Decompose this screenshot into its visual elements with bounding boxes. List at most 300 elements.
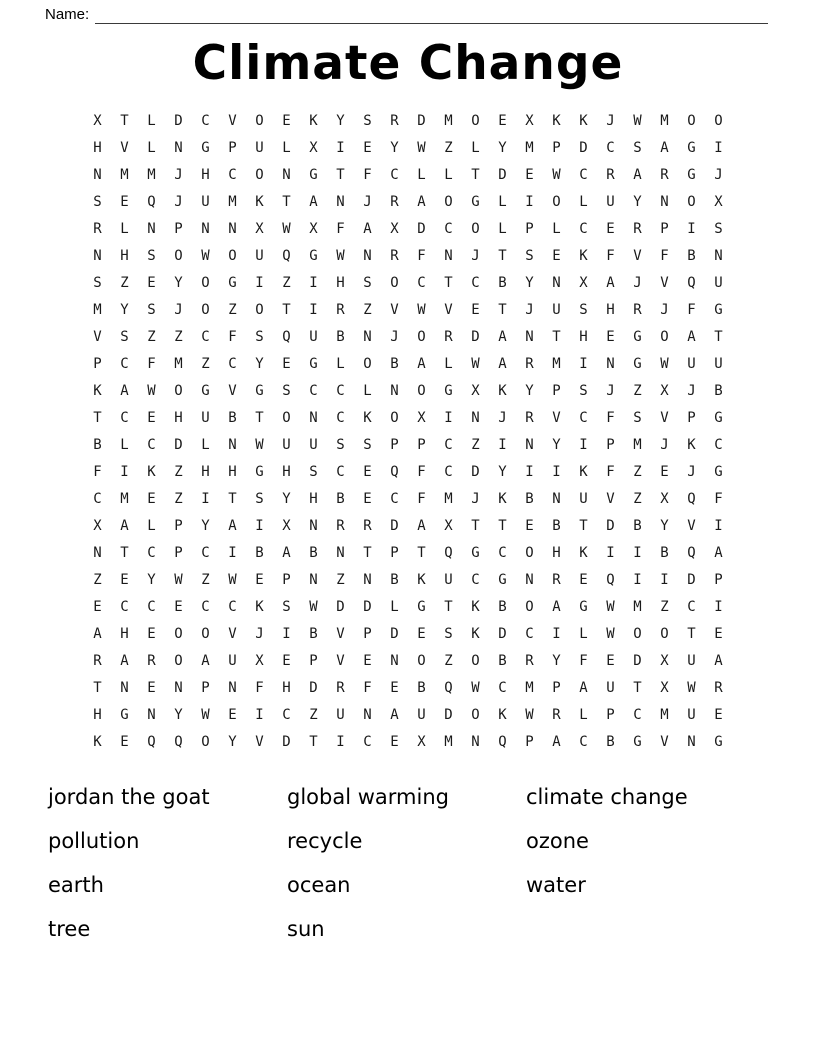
grid-letter: E	[471, 301, 480, 318]
grid-letter: M	[228, 193, 237, 210]
grid-letter: J	[471, 490, 480, 507]
grid-letter: V	[336, 652, 345, 669]
grid-letter: E	[255, 571, 264, 588]
grid-letter: G	[417, 598, 426, 615]
grid-letter: B	[390, 571, 399, 588]
grid-letter: E	[147, 625, 156, 642]
grid-letter: D	[390, 517, 399, 534]
grid-letter: R	[336, 679, 345, 696]
grid-letter: N	[390, 652, 399, 669]
grid-letter: A	[660, 139, 669, 156]
grid-letter: X	[255, 652, 264, 669]
grid-letter: A	[120, 652, 129, 669]
grid-letter: I	[309, 274, 318, 291]
grid-letter: I	[714, 139, 723, 156]
grid-letter: Q	[498, 733, 507, 750]
grid-letter: H	[282, 463, 291, 480]
grid-letter: R	[633, 220, 642, 237]
grid-letter: O	[471, 652, 480, 669]
grid-letter: X	[660, 652, 669, 669]
grid-letter: H	[120, 625, 129, 642]
grid-letter: U	[714, 355, 723, 372]
grid-letter: C	[444, 436, 453, 453]
grid-letter: X	[255, 220, 264, 237]
grid-row	[84, 161, 732, 188]
grid-letter: C	[336, 409, 345, 426]
grid-letter: O	[228, 247, 237, 264]
grid-letter: N	[147, 220, 156, 237]
grid-letter: P	[93, 355, 102, 372]
grid-letter: O	[255, 166, 264, 183]
grid-letter: W	[525, 706, 534, 723]
grid-letter: W	[255, 436, 264, 453]
grid-row	[84, 269, 732, 296]
grid-letter: L	[120, 220, 129, 237]
grid-letter: J	[660, 436, 669, 453]
grid-letter: C	[579, 220, 588, 237]
grid-letter: T	[417, 544, 426, 561]
grid-letter: Q	[147, 193, 156, 210]
grid-letter: F	[417, 463, 426, 480]
grid-letter: Q	[174, 733, 183, 750]
grid-letter: R	[525, 652, 534, 669]
grid-row	[84, 728, 732, 755]
grid-letter: C	[525, 625, 534, 642]
grid-letter: I	[120, 463, 129, 480]
grid-letter: S	[633, 409, 642, 426]
grid-letter: O	[660, 625, 669, 642]
grid-letter: K	[93, 733, 102, 750]
grid-letter: Z	[282, 274, 291, 291]
grid-letter: C	[714, 436, 723, 453]
grid-letter: Y	[660, 517, 669, 534]
grid-letter: R	[525, 355, 534, 372]
grid-letter: G	[633, 733, 642, 750]
grid-letter: H	[93, 139, 102, 156]
grid-letter: Y	[255, 355, 264, 372]
grid-letter: B	[525, 490, 534, 507]
word-list-column	[287, 785, 526, 961]
grid-letter: B	[309, 625, 318, 642]
grid-letter: B	[552, 517, 561, 534]
grid-letter: B	[714, 382, 723, 399]
grid-letter: E	[147, 490, 156, 507]
grid-letter: Z	[444, 652, 453, 669]
grid-letter: I	[228, 544, 237, 561]
grid-letter: Q	[282, 328, 291, 345]
grid-letter: P	[552, 679, 561, 696]
grid-letter: T	[120, 112, 129, 129]
grid-letter: O	[471, 706, 480, 723]
grid-letter: O	[687, 112, 696, 129]
grid-letter: L	[498, 220, 507, 237]
grid-letter: N	[363, 706, 372, 723]
grid-letter: W	[633, 112, 642, 129]
grid-letter: D	[363, 598, 372, 615]
word-list-item: sun	[287, 917, 325, 941]
grid-letter: R	[390, 193, 399, 210]
word-list-column	[48, 785, 287, 961]
grid-letter: O	[525, 544, 534, 561]
grid-letter: I	[255, 517, 264, 534]
grid-letter: M	[633, 598, 642, 615]
grid-letter: R	[633, 301, 642, 318]
grid-letter: K	[255, 598, 264, 615]
grid-letter: Y	[525, 382, 534, 399]
grid-letter: J	[633, 274, 642, 291]
grid-letter: V	[390, 301, 399, 318]
grid-letter: T	[282, 193, 291, 210]
grid-row	[84, 107, 732, 134]
grid-letter: F	[363, 679, 372, 696]
grid-letter: R	[660, 166, 669, 183]
grid-letter: I	[606, 544, 615, 561]
grid-letter: Q	[687, 274, 696, 291]
grid-letter: Z	[174, 328, 183, 345]
grid-letter: S	[255, 328, 264, 345]
grid-letter: I	[633, 571, 642, 588]
grid-letter: Q	[687, 544, 696, 561]
grid-letter: F	[606, 247, 615, 264]
grid-letter: B	[390, 355, 399, 372]
grid-letter: L	[498, 193, 507, 210]
grid-letter: I	[660, 571, 669, 588]
grid-letter: J	[174, 193, 183, 210]
grid-letter: T	[552, 328, 561, 345]
grid-letter: A	[201, 652, 210, 669]
grid-letter: T	[444, 274, 453, 291]
grid-letter: F	[579, 652, 588, 669]
grid-letter: D	[309, 679, 318, 696]
grid-letter: K	[579, 112, 588, 129]
grid-letter: E	[525, 166, 534, 183]
grid-letter: K	[147, 463, 156, 480]
grid-letter: G	[714, 301, 723, 318]
grid-letter: M	[660, 706, 669, 723]
grid-letter: L	[579, 625, 588, 642]
grid-letter: O	[201, 274, 210, 291]
grid-letter: L	[147, 139, 156, 156]
grid-row	[84, 620, 732, 647]
grid-letter: J	[174, 166, 183, 183]
grid-letter: J	[255, 625, 264, 642]
grid-letter: W	[417, 301, 426, 318]
grid-letter: G	[255, 382, 264, 399]
grid-letter: U	[228, 652, 237, 669]
grid-letter: J	[174, 301, 183, 318]
grid-letter: N	[336, 193, 345, 210]
grid-letter: N	[444, 247, 453, 264]
grid-letter: E	[282, 112, 291, 129]
grid-letter: C	[147, 436, 156, 453]
grid-letter: T	[309, 733, 318, 750]
grid-letter: O	[363, 355, 372, 372]
grid-letter: T	[471, 166, 480, 183]
grid-letter: L	[579, 193, 588, 210]
grid-letter: T	[363, 544, 372, 561]
grid-letter: T	[687, 625, 696, 642]
grid-letter: V	[687, 517, 696, 534]
grid-letter: Y	[552, 436, 561, 453]
grid-letter: H	[228, 463, 237, 480]
grid-letter: M	[660, 112, 669, 129]
grid-letter: O	[525, 598, 534, 615]
grid-letter: R	[93, 220, 102, 237]
name-row	[0, 0, 816, 24]
grid-letter: Z	[174, 463, 183, 480]
grid-letter: N	[525, 436, 534, 453]
grid-letter: B	[93, 436, 102, 453]
grid-letter: M	[93, 301, 102, 318]
grid-letter: E	[120, 571, 129, 588]
grid-letter: X	[417, 733, 426, 750]
grid-letter: E	[147, 274, 156, 291]
grid-letter: E	[363, 139, 372, 156]
grid-letter: N	[363, 328, 372, 345]
grid-letter: X	[471, 382, 480, 399]
grid-letter: G	[471, 544, 480, 561]
grid-letter: N	[336, 544, 345, 561]
word-list-column	[526, 785, 765, 961]
grid-letter: E	[390, 679, 399, 696]
grid-letter: Z	[201, 571, 210, 588]
grid-letter: V	[228, 112, 237, 129]
grid-letter: A	[282, 544, 291, 561]
grid-letter: K	[687, 436, 696, 453]
grid-letter: X	[660, 490, 669, 507]
grid-row	[84, 539, 732, 566]
grid-letter: G	[714, 463, 723, 480]
grid-letter: G	[201, 382, 210, 399]
grid-letter: T	[93, 409, 102, 426]
grid-letter: B	[498, 598, 507, 615]
grid-letter: C	[471, 571, 480, 588]
word-list-item: earth	[48, 873, 104, 897]
grid-letter: O	[174, 625, 183, 642]
grid-letter: O	[417, 382, 426, 399]
grid-letter: J	[606, 382, 615, 399]
grid-letter: G	[444, 382, 453, 399]
grid-letter: V	[120, 139, 129, 156]
grid-letter: O	[201, 301, 210, 318]
grid-letter: F	[255, 679, 264, 696]
grid-letter: X	[309, 139, 318, 156]
grid-letter: E	[552, 247, 561, 264]
grid-letter: H	[201, 463, 210, 480]
grid-letter: P	[660, 220, 669, 237]
grid-letter: D	[633, 652, 642, 669]
grid-letter: J	[471, 247, 480, 264]
grid-row	[84, 593, 732, 620]
grid-letter: G	[714, 409, 723, 426]
grid-letter: Y	[147, 571, 156, 588]
grid-letter: C	[201, 544, 210, 561]
grid-letter: C	[606, 139, 615, 156]
grid-letter: K	[579, 463, 588, 480]
grid-letter: S	[147, 247, 156, 264]
grid-letter: T	[714, 328, 723, 345]
grid-letter: H	[336, 274, 345, 291]
grid-letter: D	[687, 571, 696, 588]
grid-letter: J	[498, 409, 507, 426]
grid-letter: F	[336, 220, 345, 237]
grid-letter: D	[336, 598, 345, 615]
grid-letter: A	[714, 544, 723, 561]
grid-letter: F	[687, 301, 696, 318]
grid-letter: A	[120, 517, 129, 534]
grid-letter: C	[120, 598, 129, 615]
grid-letter: N	[228, 436, 237, 453]
grid-row	[84, 188, 732, 215]
grid-letter: T	[498, 247, 507, 264]
grid-letter: N	[525, 328, 534, 345]
grid-letter: N	[309, 517, 318, 534]
grid-letter: P	[363, 625, 372, 642]
grid-letter: M	[120, 166, 129, 183]
grid-letter: T	[282, 301, 291, 318]
grid-letter: N	[147, 706, 156, 723]
grid-letter: Z	[660, 598, 669, 615]
grid-letter: W	[552, 166, 561, 183]
grid-letter: K	[552, 112, 561, 129]
grid-letter: V	[228, 382, 237, 399]
grid-letter: Y	[174, 706, 183, 723]
grid-letter: S	[579, 382, 588, 399]
grid-row	[84, 647, 732, 674]
grid-letter: L	[552, 220, 561, 237]
grid-letter: U	[201, 409, 210, 426]
grid-letter: V	[633, 247, 642, 264]
grid-row	[84, 350, 732, 377]
grid-letter: P	[714, 571, 723, 588]
grid-letter: O	[174, 652, 183, 669]
grid-letter: C	[579, 733, 588, 750]
grid-letter: S	[579, 301, 588, 318]
grid-letter: J	[687, 382, 696, 399]
grid-row	[84, 701, 732, 728]
grid-letter: N	[228, 220, 237, 237]
grid-letter: Z	[93, 571, 102, 588]
grid-letter: X	[714, 193, 723, 210]
grid-letter: S	[309, 463, 318, 480]
grid-letter: D	[417, 220, 426, 237]
grid-letter: Q	[444, 544, 453, 561]
grid-row	[84, 404, 732, 431]
grid-letter: E	[147, 409, 156, 426]
grid-letter: H	[201, 166, 210, 183]
grid-letter: P	[309, 652, 318, 669]
grid-letter: C	[147, 598, 156, 615]
grid-letter: C	[201, 328, 210, 345]
word-list-item: climate change	[526, 785, 688, 809]
grid-letter: F	[714, 490, 723, 507]
grid-letter: L	[363, 382, 372, 399]
grid-letter: U	[255, 139, 264, 156]
grid-letter: O	[201, 625, 210, 642]
grid-letter: Y	[498, 463, 507, 480]
grid-letter: N	[309, 409, 318, 426]
grid-letter: E	[606, 328, 615, 345]
grid-letter: W	[201, 706, 210, 723]
grid-letter: F	[147, 355, 156, 372]
grid-letter: L	[444, 355, 453, 372]
grid-letter: H	[309, 490, 318, 507]
grid-letter: O	[174, 247, 183, 264]
grid-letter: O	[471, 112, 480, 129]
word-list-item: pollution	[48, 829, 140, 853]
grid-letter: P	[417, 436, 426, 453]
grid-letter: H	[606, 301, 615, 318]
grid-letter: A	[498, 328, 507, 345]
grid-letter: P	[552, 382, 561, 399]
grid-letter: I	[201, 490, 210, 507]
grid-letter: D	[579, 139, 588, 156]
grid-letter: E	[282, 652, 291, 669]
grid-letter: F	[417, 247, 426, 264]
grid-letter: W	[471, 679, 480, 696]
grid-letter: R	[363, 517, 372, 534]
grid-letter: H	[120, 247, 129, 264]
grid-letter: S	[282, 382, 291, 399]
grid-letter: X	[93, 517, 102, 534]
grid-row	[84, 566, 732, 593]
grid-letter: O	[687, 193, 696, 210]
grid-letter: U	[309, 436, 318, 453]
grid-letter: H	[552, 544, 561, 561]
grid-letter: T	[93, 679, 102, 696]
grid-letter: K	[471, 598, 480, 615]
grid-letter: D	[390, 625, 399, 642]
grid-letter: T	[336, 166, 345, 183]
grid-letter: G	[633, 328, 642, 345]
grid-letter: G	[498, 571, 507, 588]
grid-letter: C	[390, 166, 399, 183]
grid-row	[84, 431, 732, 458]
grid-letter: M	[174, 355, 183, 372]
grid-letter: D	[498, 166, 507, 183]
grid-letter: N	[471, 409, 480, 426]
grid-letter: W	[417, 139, 426, 156]
grid-letter: Q	[390, 463, 399, 480]
word-list-item: jordan the goat	[48, 785, 210, 809]
grid-letter: R	[93, 652, 102, 669]
grid-letter: E	[363, 652, 372, 669]
grid-letter: C	[444, 220, 453, 237]
grid-letter: R	[336, 301, 345, 318]
grid-letter: I	[552, 463, 561, 480]
grid-letter: G	[471, 193, 480, 210]
grid-letter: W	[606, 598, 615, 615]
grid-letter: N	[552, 274, 561, 291]
grid-letter: O	[390, 409, 399, 426]
grid-letter: B	[255, 544, 264, 561]
grid-letter: T	[255, 409, 264, 426]
grid-letter: N	[93, 166, 102, 183]
grid-letter: W	[309, 598, 318, 615]
grid-letter: P	[174, 517, 183, 534]
grid-letter: S	[120, 328, 129, 345]
grid-letter: V	[660, 733, 669, 750]
grid-letter: J	[687, 463, 696, 480]
grid-letter: I	[309, 301, 318, 318]
grid-letter: J	[606, 112, 615, 129]
grid-letter: Y	[174, 274, 183, 291]
grid-letter: I	[444, 409, 453, 426]
grid-letter: L	[444, 166, 453, 183]
grid-letter: P	[525, 220, 534, 237]
grid-letter: N	[687, 733, 696, 750]
grid-letter: X	[660, 679, 669, 696]
